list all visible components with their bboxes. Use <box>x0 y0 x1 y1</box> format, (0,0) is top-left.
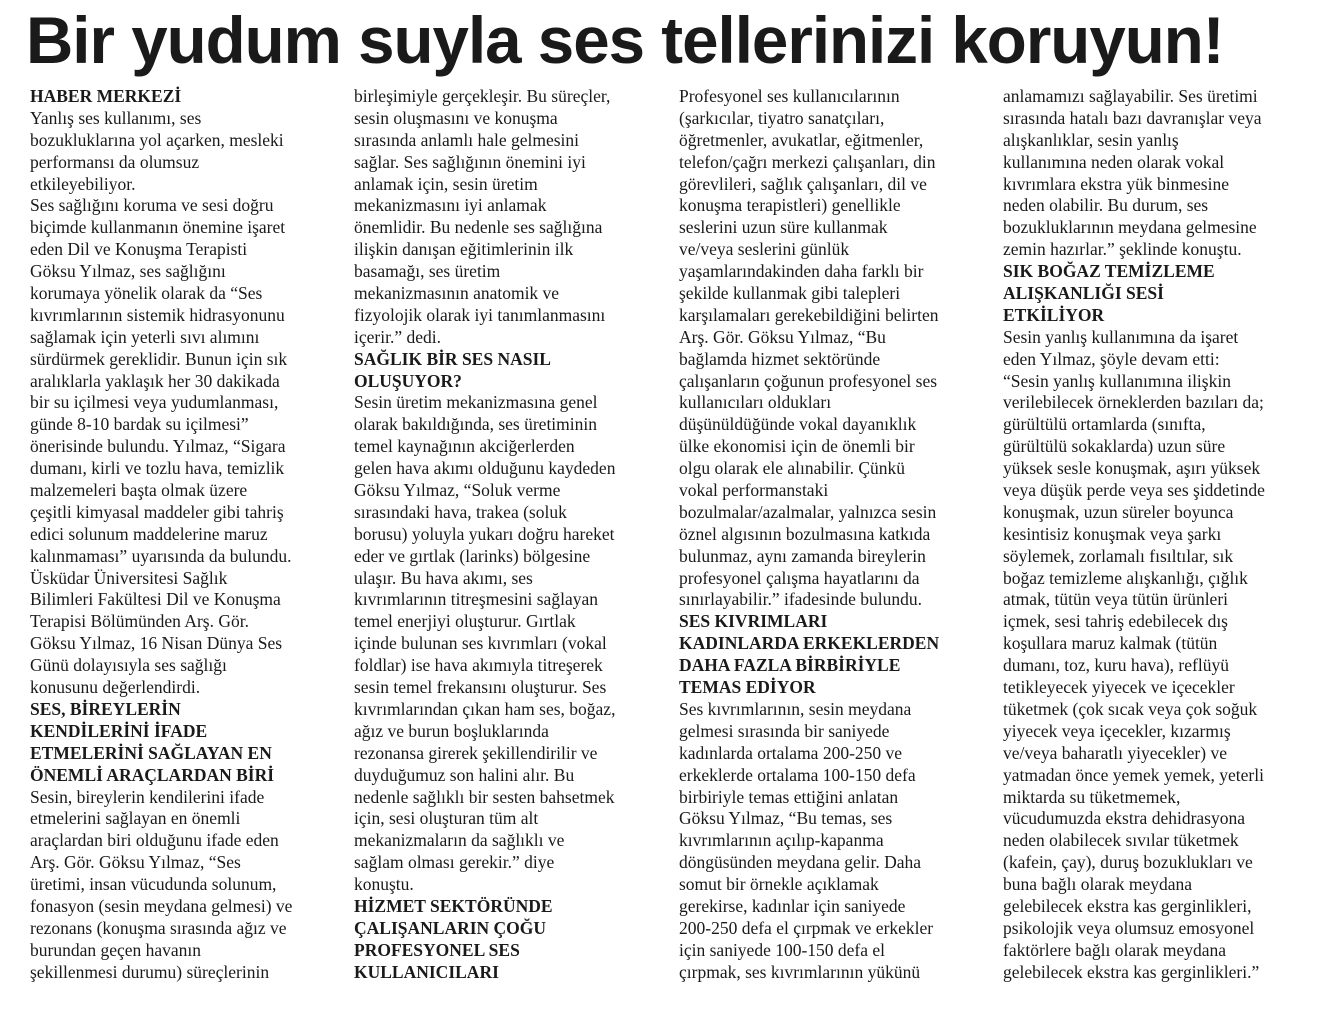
body-text-line: gerekirse, kadınlar için saniyede <box>679 895 906 916</box>
section-heading-line: ETMELERİNİ SAĞLAYAN EN <box>30 742 272 763</box>
body-text-line: sağlam olması gerekir.” diye <box>354 852 555 873</box>
body-text-line: söylemek, zorlamalı fısıltılar, sık <box>1003 545 1234 566</box>
body-text-line: çırpmak, ses kıvrımlarının yükünü <box>679 961 921 982</box>
body-text-line: Yanlış ses kullanımı, ses <box>30 107 202 128</box>
section-heading-line: ÇALIŞANLARIN ÇOĞU <box>354 917 547 938</box>
body-text-line: vokal performanstaki <box>679 480 829 501</box>
body-text-line: mekanizmasını iyi anlamak <box>354 195 547 216</box>
body-text-line: neden olabilecek sıvılar tüketmek <box>1003 830 1239 851</box>
article-column-3 <box>679 86 979 984</box>
section-heading-line: SES KIVRIMLARI <box>679 611 828 632</box>
body-text-line: ve/veya seslerini günlük <box>679 239 850 260</box>
body-text-line: (şarkıcılar, tiyatro sanatçıları, <box>679 107 885 128</box>
section-heading-line: ETKİLİYOR <box>1003 304 1105 325</box>
body-text-line: bulunmaz, aynı zamanda bireylerin <box>679 545 926 566</box>
body-text-line: yaşamlarındakinden daha farklı bir <box>679 261 924 282</box>
body-text-line: temel kaynağının akciğerlerden <box>354 436 575 457</box>
body-text-line: dumanı, kirli ve tozlu hava, temizlik <box>30 458 285 479</box>
section-heading-line: SES, BİREYLERİN <box>30 698 181 719</box>
body-text-line: araçlardan biri olduğunu ifade eden <box>30 830 279 851</box>
body-text-line: sınırlayabilir.” ifadesinde bulundu. <box>679 589 923 610</box>
body-text-line: etkileyebiliyor. <box>30 173 136 194</box>
body-text-line: Sesin, bireylerin kendilerini ifade <box>30 786 265 807</box>
article-column-4 <box>1003 86 1303 984</box>
body-text-line: buna bağlı olarak meydana <box>1003 874 1193 895</box>
body-text-line: gelebilecek ekstra kas gerginlikleri, <box>1003 895 1252 916</box>
body-text-line: sırasında hatalı bazı davranışlar veya <box>1003 107 1262 128</box>
body-text-line: şekillenmesi durumu) süreçlerinin <box>30 961 270 982</box>
body-text-line: mekanizmaların da sağlıklı ve <box>354 830 565 851</box>
body-text-line: sesin temel frekansını oluşturur. Ses <box>354 677 607 698</box>
body-text-line: biçimde kullanmanın önemine işaret <box>30 217 286 238</box>
body-text-line: verilebilecek örneklerden bazıları da; <box>1003 392 1264 413</box>
body-text-line: telefon/çağrı merkezi çalışanları, din <box>679 151 936 172</box>
body-text-line: 200-250 defa el çırpmak ve erkekler <box>679 917 934 938</box>
body-text-line: sesin oluşmasını ve konuşma <box>354 107 558 128</box>
body-text-line: veya düşük perde veya ses şiddetinde <box>1003 480 1265 501</box>
body-text-line: temel enerjiyi oluşturur. Gırtlak <box>354 611 576 632</box>
body-text-line: erkeklerde ortalama 100-150 defa <box>679 764 916 785</box>
body-text-line: rezonans (konuşma sırasında ağız ve <box>30 917 287 938</box>
body-text-line: ve/veya baharatlı yiyecekler) ve <box>1003 742 1227 763</box>
body-text-line: koşullara maruz kalmak (tütün <box>1003 633 1218 654</box>
body-text-line: etmelerini sağlayan en önemli <box>30 808 241 829</box>
body-text-line: sürdürmek gereklidir. Bunun için sık <box>30 348 288 369</box>
section-heading-line: HABER MERKEZİ <box>30 86 182 106</box>
body-text-line: ilişkin danışan eğitimlerinin ilk <box>354 239 574 260</box>
body-text-line: bağlamda hizmet sektöründe <box>679 348 881 369</box>
body-text-line: sırasında anlamlı hale gelmesini <box>354 129 580 150</box>
body-text-line: çalışanların çoğunun profesyonel ses <box>679 370 938 391</box>
body-text-line: atmak, tütün veya tütün ürünleri <box>1003 589 1229 610</box>
section-heading-line: KADINLARDA ERKEKLERDEN <box>679 633 940 654</box>
body-text-line: karşılamaları gerekebildiğini belirten <box>679 304 939 325</box>
section-heading-line: SIK BOĞAZ TEMİZLEME <box>1003 261 1215 282</box>
body-text-line: bozukluklarının meydana gelmesine <box>1003 217 1257 238</box>
body-text-line: ülke ekonomisi için de önemli bir <box>679 436 915 457</box>
body-text-line: fonasyon (sesin meydana gelmesi) ve <box>30 895 293 916</box>
body-text-line: kullanıcıları oldukları <box>679 392 832 413</box>
body-text-line: basamağı, ses üretim <box>354 261 501 282</box>
body-text-line: kadınlarda ortalama 200-250 ve <box>679 742 903 763</box>
section-heading-line: HİZMET SEKTÖRÜNDE <box>354 895 553 916</box>
body-text-line: miktarda su tüketmemek, <box>1003 786 1181 807</box>
body-text-line: kıvrımlarının sistemik hidrasyonunu <box>30 304 285 325</box>
body-text-line: şekilde kullanmak gibi talepleri <box>679 283 901 304</box>
body-text-line: döngüsünden meydana gelir. Daha <box>679 852 922 873</box>
body-text-line: sırasındaki hava, trakea (soluk <box>354 501 567 522</box>
body-text-line: içinde bulunan ses kıvrımları (vokal <box>354 633 607 654</box>
body-text-line: performansı da olumsuz <box>30 151 200 172</box>
body-text-line: yatmadan önce yemek yemek, yeterli <box>1003 764 1264 785</box>
body-text-line: önemlidir. Bu nedenle ses sağlığına <box>354 217 603 238</box>
body-text-line: vücudumuzda ekstra dehidrasyona <box>1003 808 1246 829</box>
body-text-line: bozukluklarına yol açarken, mesleki <box>30 129 284 150</box>
headline: Bir yudum suyla ses tellerinizi koruyun! <box>26 3 1224 77</box>
section-heading-line: TEMAS EDİYOR <box>679 677 816 698</box>
body-text-line: konuştu. <box>354 874 414 895</box>
body-text-line: rezonansa girerek şekillendirilir ve <box>354 742 598 763</box>
section-heading-line: KENDİLERİNİ İFADE <box>30 720 208 741</box>
body-text-line: Bilimleri Fakültesi Dil ve Konuşma <box>30 589 281 610</box>
body-text-line: Ses sağlığını koruma ve sesi doğru <box>30 195 274 216</box>
body-text-line: edici solunum maddelerine maruz <box>30 523 268 544</box>
body-text-line: kıvrımlarının açılıp-kapanma <box>679 830 884 851</box>
body-text-line: neden olabilir. Bu durum, ses <box>1003 195 1209 216</box>
body-text-line: Arş. Gör. Göksu Yılmaz, “Ses <box>30 852 241 873</box>
body-text-line: korumaya yönelik olarak da “Ses <box>30 283 263 304</box>
body-text-line: görevlileri, sağlık çalışanları, dil ve <box>679 173 927 194</box>
body-text-line: konuşma terapistleri) genellikle <box>679 195 901 216</box>
body-text-line: düşünüldüğünde vokal dayanıklık <box>679 414 917 435</box>
body-text-line: anlamak için, sesin üretim <box>354 173 538 194</box>
body-text-line: bozulmalar/azalmalar, yalnızca sesin <box>679 501 937 522</box>
body-text-line: eder ve gırtlak (larinks) bölgesine <box>354 545 591 566</box>
body-text-line: gürültülü sokaklarda) uzun süre <box>1003 436 1226 457</box>
body-text-line: aralıklarla yaklaşık her 30 dakikada <box>30 370 280 391</box>
body-text-line: psikolojik veya olumsuz emosyonel <box>1003 917 1255 938</box>
body-text-line: fizyolojik olarak iyi tanımlanmasını <box>354 304 606 325</box>
body-text-line: foldlar) ise hava akımıyla titreşerek <box>354 655 603 676</box>
body-text-line: sağlar. Ses sağlığının önemini iyi <box>354 151 586 172</box>
article-column-2 <box>354 86 654 984</box>
body-text-line: tetikleyecek yiyecek ve içecekler <box>1003 677 1235 698</box>
body-text-line: eden Yılmaz, şöyle devam etti: <box>1003 348 1220 369</box>
section-heading-line: ÖNEMLİ ARAÇLARDAN BİRİ <box>30 764 275 785</box>
body-text-line: gürültülü ortamlarda (sınıfta, <box>1003 414 1206 435</box>
body-text-line: zemin hazırlar.” şeklinde konuştu. <box>1003 239 1242 260</box>
body-text-line: Göksu Yılmaz, 16 Nisan Dünya Ses <box>30 633 283 654</box>
section-heading-line: PROFESYONEL SES <box>354 939 520 960</box>
body-text-line: olarak bakıldığında, ses üretiminin <box>354 414 598 435</box>
body-text-line: somut bir örnekle açıklamak <box>679 874 879 895</box>
body-text-line: gelebilecek ekstra kas gerginlikleri.” <box>1003 961 1260 982</box>
body-text-line: kıvrımlarından çıkan ham ses, boğaz, <box>354 698 616 719</box>
body-text-line: birbiriyle temas ettiğini anlatan <box>679 786 899 807</box>
body-text-line: borusu) yoluyla yukarı doğru hareket <box>354 523 615 544</box>
body-text-line: ağız ve burun boşluklarında <box>354 720 549 741</box>
body-text-line: ulaşır. Bu hava akımı, ses <box>354 567 533 588</box>
body-text-line: Arş. Gör. Göksu Yılmaz, “Bu <box>679 326 886 347</box>
article-column-1 <box>30 86 330 984</box>
body-text-line: burundan geçen havanın <box>30 939 202 960</box>
section-heading-line: KULLANICILARI <box>354 961 499 982</box>
body-text-line: önerisinde bulundu. Yılmaz, “Sigara <box>30 436 286 457</box>
section-heading-line: DAHA FAZLA BİRBİRİYLE <box>679 655 901 676</box>
body-text-line: konusunu değerlendirdi. <box>30 677 201 698</box>
body-text-line: seslerini uzun süre kullanmak <box>679 217 888 238</box>
body-text-line: olgu olarak ele alınabilir. Çünkü <box>679 458 905 479</box>
body-text-line: çeşitli kimyasal maddeler gibi tahriş <box>30 501 284 522</box>
body-text-line: konuşmak, uzun süreler boyunca <box>1003 501 1234 522</box>
body-text-line: Günü dolayısıyla ses sağlığı <box>30 655 227 676</box>
section-heading-line: SAĞLIK BİR SES NASIL <box>354 348 551 369</box>
body-text-line: eden Dil ve Konuşma Terapisti <box>30 239 248 260</box>
body-text-line: Sesin üretim mekanizmasına genel <box>354 392 598 413</box>
body-text-line: üretimi, insan vücudunda solunum, <box>30 874 277 895</box>
body-text-line: malzemeleri başta olmak üzere <box>30 480 248 501</box>
body-text-line: Göksu Yılmaz, ses sağlığını <box>30 261 226 282</box>
body-text-line: (kafein, çay), duruş bozuklukları ve <box>1003 852 1253 873</box>
body-text-line: mekanizmasının anatomik ve <box>354 283 560 304</box>
body-text-line: Üsküdar Üniversitesi Sağlık <box>30 567 228 588</box>
body-text-line: “Sesin yanlış kullanımına ilişkin <box>1003 370 1231 391</box>
section-heading-line: OLUŞUYOR? <box>354 370 462 391</box>
body-text-line: kesintisiz konuşmak veya şarkı <box>1003 523 1222 544</box>
body-text-line: kıvrımlarının titreşmesini sağlayan <box>354 589 598 610</box>
body-text-line: günde 8-10 bardak su içilmesi” <box>30 414 249 435</box>
body-text-line: tüketmek (çok sıcak veya çok soğuk <box>1003 698 1258 719</box>
body-text-line: öğretmenler, avukatlar, eğitmenler, <box>679 129 924 150</box>
body-text-line: bir su içilmesi veya yudumlanması, <box>30 392 279 413</box>
body-text-line: profesyonel çalışma hayatlarını da <box>679 567 920 588</box>
body-text-line: içmek, sesi tahriş edebilecek dış <box>1003 611 1228 632</box>
body-text-line: alışkanlıklar, sesin yanlış <box>1003 129 1179 150</box>
body-text-line: birleşimiyle gerçekleşir. Bu süreçler, <box>354 86 611 106</box>
body-text-line: Sesin yanlış kullanımına da işaret <box>1003 326 1239 347</box>
body-text-line: gelmesi sırasında bir saniyede <box>679 720 890 741</box>
body-text-line: duyduğumuz son halini alır. Bu <box>354 764 575 785</box>
body-text-line: sağlamak için yeterli sıvı alımını <box>30 326 260 347</box>
body-text-line: Göksu Yılmaz, “Soluk verme <box>354 480 561 501</box>
body-text-line: Ses kıvrımlarının, sesin meydana <box>679 698 912 719</box>
body-text-line: anlamamızı sağlayabilir. Ses üretimi <box>1003 86 1258 106</box>
body-text-line: kalınmaması” uyarısında da bulundu. <box>30 545 292 566</box>
body-text-line: için saniyede 100-150 defa el <box>679 939 886 960</box>
body-text-line: nedenle sağlıklı bir sesten bahsetmek <box>354 786 615 807</box>
body-text-line: yiyecek veya içecekler, kızarmış <box>1003 720 1231 741</box>
section-heading-line: ALIŞKANLIĞI SESİ <box>1003 283 1164 304</box>
body-text-line: Profesyonel ses kullanıcılarının <box>679 86 900 106</box>
body-text-line: faktörlere bağlı olarak meydana <box>1003 939 1227 960</box>
body-text-line: Göksu Yılmaz, “Bu temas, ses <box>679 808 893 829</box>
body-text-line: içerir.” dedi. <box>354 326 441 347</box>
body-text-line: gelen hava akımı olduğunu kaydeden <box>354 458 616 479</box>
body-text-line: yüksek sesle konuşmak, aşırı yüksek <box>1003 458 1261 479</box>
body-text-line: öznel algısının bozulmasına katkıda <box>679 523 931 544</box>
body-text-line: dumanı, toz, kuru hava), reflüyü <box>1003 655 1229 676</box>
body-text-line: boğaz temizleme alışkanlığı, çığlık <box>1003 567 1248 588</box>
body-text-line: Terapisi Bölümünden Arş. Gör. <box>30 611 249 632</box>
body-text-line: kıvrımlara ekstra yük binmesine <box>1003 173 1229 194</box>
body-text-line: kullanımına neden olarak vokal <box>1003 151 1225 172</box>
body-text-line: için, sesi oluşturan tüm alt <box>354 808 539 829</box>
